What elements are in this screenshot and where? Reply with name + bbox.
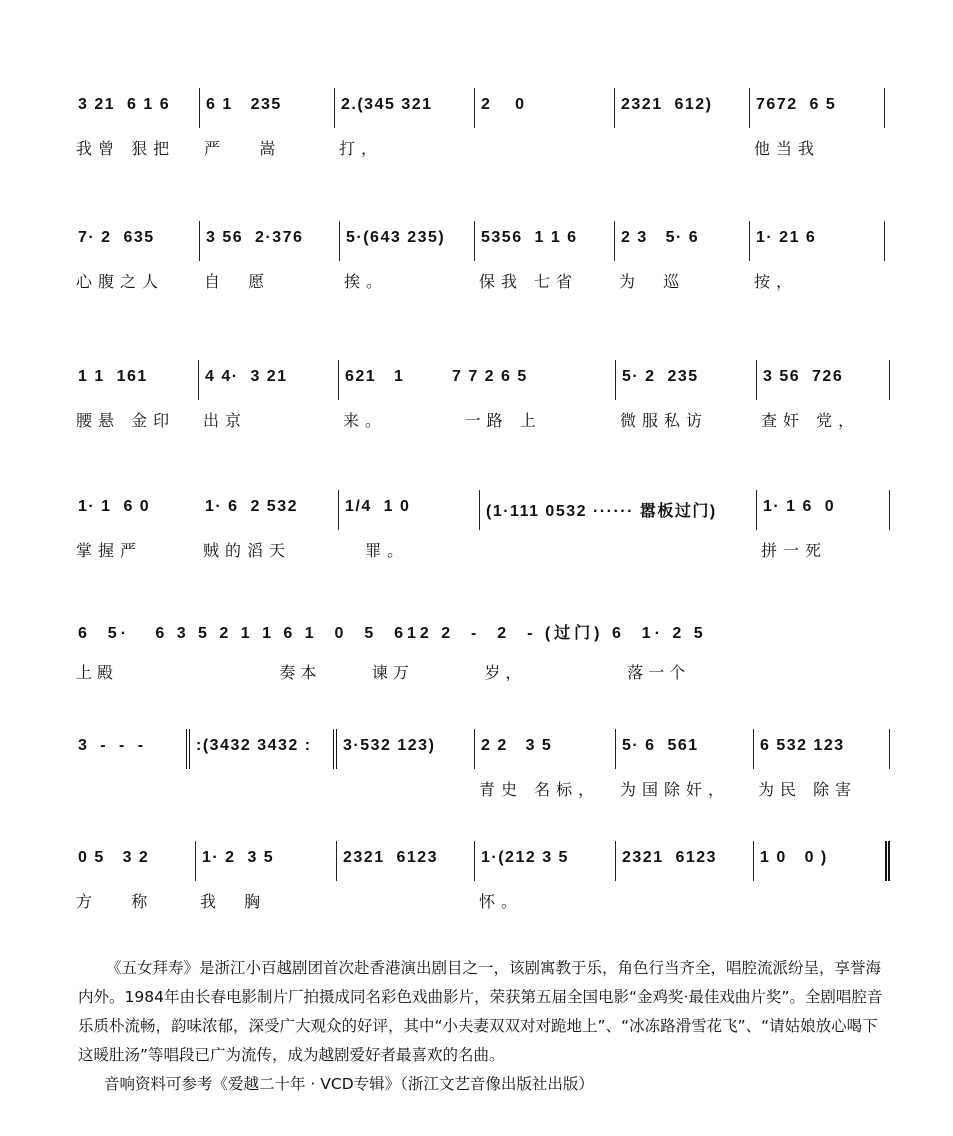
- measure: [475, 729, 616, 799]
- measure-notes: 1·(212 3 5: [481, 849, 569, 866]
- measure-lyrics: 我 胸: [200, 892, 267, 911]
- measure-notes: 1/4 1 0: [345, 498, 411, 515]
- measure-lyrics: 出京: [203, 411, 248, 430]
- measure-lyrics: 打，: [339, 139, 384, 158]
- measure: [750, 221, 885, 291]
- measure: [72, 490, 199, 560]
- measure-lyrics: 微服私访: [620, 411, 709, 430]
- measure-lyrics: 腰悬 金印: [76, 411, 176, 430]
- measure-notes: 3 56 726: [763, 368, 844, 385]
- measure: [340, 221, 475, 291]
- measure-lyrics: 贼的滔天: [203, 541, 292, 560]
- measure-lyrics: 查奸 党，: [761, 411, 861, 430]
- measure-lyrics: 怀。: [479, 892, 524, 911]
- measure: [190, 729, 337, 769]
- measure-notes: 3 - - -: [78, 737, 145, 754]
- measure: [754, 841, 890, 881]
- measure-lyrics: 来。 一路 上: [343, 411, 542, 430]
- description-paragraph: 《五女拜寿》是浙江小百越剧团首次赴香港演出剧目之一，该剧寓教于乐，角色行当齐全，唱腔流派纷呈，享誉海内外。1984年由长春电影制片厂拍摄成同名彩色戏曲影片，荣获第五届全国电影“金鸡奖·最佳戏曲片奖”。全剧唱腔音乐质朴流畅，韵味浓郁，深受广大观众的好评，其中“小夫妻双双对对跪地上”、“冰冻路滑雪花飞”、“请姑娘放心喝下这暖肚汤”等唱段已广为流传，成为越剧爱好者最喜欢的名曲。: [78, 959, 883, 1064]
- measure-notes: 621 1 7 7 2 6 5: [345, 368, 528, 385]
- measure-lyrics: 他当我: [754, 139, 821, 158]
- measure: [339, 360, 616, 430]
- score-system: [72, 360, 890, 440]
- measure-notes: 7· 2 635: [78, 229, 155, 246]
- measure: [196, 841, 337, 911]
- measure-notes: 2 2 3 5: [481, 737, 553, 754]
- measure: [200, 221, 340, 291]
- score-system: [72, 490, 890, 570]
- measure-notes: 1· 21 6: [756, 229, 817, 246]
- measure-lyrics: 保我 七省: [479, 272, 579, 291]
- audio-reference: 音响资料可参考《爱越二十年 · VCD专辑》（浙江文艺音像出版社出版）: [104, 1075, 594, 1093]
- measure-notes: (1·111 0532 ······ 嚣板过门): [486, 503, 717, 520]
- measure-notes: 2321 6123: [622, 849, 718, 866]
- measure-notes: 7672 6 5: [756, 96, 837, 113]
- measure-notes: 1 0 0 ): [760, 849, 828, 866]
- measure-notes: 5·(643 235): [346, 229, 446, 246]
- measure-notes: 2 0: [481, 96, 526, 113]
- measure-notes: 4 4· 3 21: [205, 368, 288, 385]
- measure: [337, 841, 475, 881]
- measure: [475, 841, 616, 911]
- measure: [337, 729, 475, 769]
- measure: [616, 841, 754, 881]
- measure-notes: 2.(345 321: [341, 96, 433, 113]
- measure: [754, 729, 890, 799]
- measure: [480, 490, 757, 530]
- measure: [475, 221, 615, 291]
- measure: [615, 221, 750, 291]
- score-system: [72, 88, 890, 168]
- measure: [339, 490, 480, 560]
- measure: [757, 490, 890, 560]
- description-block: [78, 954, 888, 1099]
- measure-notes: 1· 1 6 0: [763, 498, 836, 515]
- measure-lyrics: 自 愿: [204, 272, 271, 291]
- measure-notes: 6 5· 6 3 5 2 1 1 6 1 0 5 612 2 - 2 - (过门) 6 1· 2 5: [78, 625, 707, 642]
- measure-lyrics: 罪。: [343, 541, 410, 560]
- measure: [72, 729, 190, 769]
- measure-notes: 3 21 6 1 6: [78, 96, 171, 113]
- measure-notes: 5· 6 561: [622, 737, 699, 754]
- measure-lyrics: 严 嵩: [204, 139, 282, 158]
- measure: [475, 88, 615, 128]
- measure-lyrics: 方 称: [76, 892, 154, 911]
- measure-notes: 2321 612): [621, 96, 713, 113]
- measure-notes: 1· 6 2 532: [205, 498, 298, 515]
- measure: [199, 360, 339, 430]
- measure-notes: 6 1 235: [206, 96, 282, 113]
- score-system: [72, 841, 890, 921]
- measure: [616, 360, 757, 430]
- measure-notes: 0 5 3 2: [78, 849, 150, 866]
- measure-notes: 1 1 161: [78, 368, 148, 385]
- measure-lyrics: 为 巡: [619, 272, 686, 291]
- measure: [616, 729, 754, 799]
- measure-notes: 2 3 5· 6: [621, 229, 700, 246]
- measure-notes: 1· 2 3 5: [202, 849, 275, 866]
- measure-lyrics: 上殿 奏本 谏万 岁， 落一个: [76, 663, 691, 682]
- measure: [750, 88, 885, 158]
- measure-lyrics: 我曾 狠把: [76, 139, 176, 158]
- measure: [757, 360, 890, 430]
- measure-lyrics: 挨。: [344, 272, 389, 291]
- measure-lyrics: 为民 除害: [758, 780, 858, 799]
- measure-lyrics: 拼一死: [761, 541, 828, 560]
- measure-notes: 3 56 2·376: [206, 229, 304, 246]
- measure-lyrics: 青史 名标，: [479, 780, 601, 799]
- measure-notes: 5· 2 235: [622, 368, 699, 385]
- measure-lyrics: 掌握严: [76, 541, 143, 560]
- measure: [72, 88, 200, 158]
- measure-lyrics: 为国除奸，: [620, 780, 731, 799]
- measure: [72, 841, 196, 911]
- measure: [199, 490, 339, 560]
- score-system: [72, 221, 890, 301]
- measure-lyrics: 按，: [754, 272, 799, 291]
- score-system: [72, 612, 890, 692]
- measure-notes: 2321 6123: [343, 849, 439, 866]
- measure: [200, 88, 335, 158]
- measure: [72, 360, 199, 430]
- measure-notes: 3·532 123): [343, 737, 436, 754]
- measure: [335, 88, 475, 158]
- measure-notes: 5356 1 1 6: [481, 229, 578, 246]
- measure: [72, 612, 890, 682]
- score-system: [72, 729, 890, 809]
- measure-notes: 1· 1 6 0: [78, 498, 151, 515]
- measure: [615, 88, 750, 128]
- measure-lyrics: 心腹之人: [76, 272, 165, 291]
- measure: [72, 221, 200, 291]
- measure-notes: :(3432 3432 :: [196, 737, 312, 754]
- measure-notes: 6 532 123: [760, 737, 845, 754]
